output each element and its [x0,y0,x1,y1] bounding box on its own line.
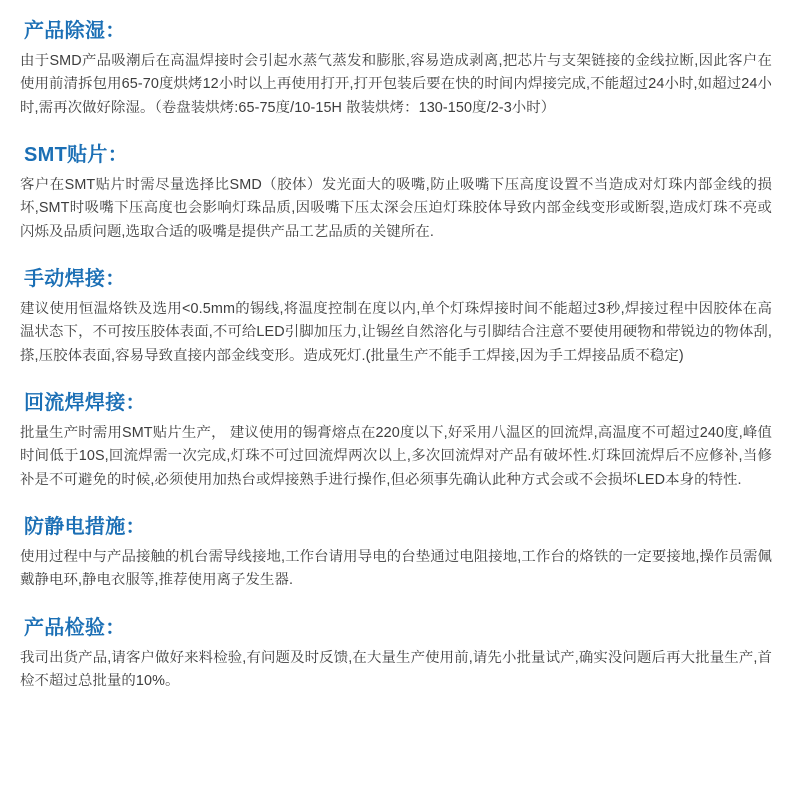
section-smt-mounting [14,142,776,244]
section-body-reflow-soldering: 批量生产时需用SMT贴片生产， 建议使用的锡膏熔点在220度以下,好采用八温区的回流焊,高温度不可超过240度,峰值时间低于10S,回流焊需一次完成,灯珠不可过回流焊两次以上,多次回流焊对产品有破坏性.灯珠回流焊后不应修补,当修补是不可避免的时候,必须使用加热台或焊接熟手进行操作,但必须事先确认此种方式会或不会损坏LED本身的特性. [20,424,772,488]
section-esd-measures [14,514,776,593]
section-title-manual-soldering: 手动焊接： [24,267,126,290]
section-title-reflow-soldering: 回流焊焊接： [24,391,146,414]
section-manual-soldering [14,266,776,368]
section-product-inspection [14,615,776,694]
section-title-dehumidification: 产品除湿： [24,20,126,42]
section-body-dehumidification: 由于SMD产品吸潮后在高温焊接时会引起水蒸气蒸发和膨胀,容易造成剥离,把芯片与支架链接的金线拉断,因此客户在使用前清拆包用65-70度烘烤12小时以上再使用打开,打开包装后要在快的时间内焊接完成,不能超过24小时,如超过24小时,需再次做好除湿。（卷盘装烘烤:65-75度/10-15H 散装烘烤：130-150度/2-3小时） [20,53,772,116]
section-dehumidification [14,18,776,120]
section-reflow-soldering [14,390,776,492]
section-body-esd-measures: 使用过程中与产品接触的机台需导线接地,工作台请用导电的台垫通过电阻接地,工作台的烙铁的一定要接地,操作员需佩戴静电环,静电衣服等,推荐使用离子发生器. [20,548,772,589]
section-title-esd-measures: 防静电措施： [24,515,146,538]
section-body-smt-mounting: 客户在SMT贴片时需尽量选择比SMD（胶体）发光面大的吸嘴,防止吸嘴下压高度设置不当造成对灯珠内部金线的损坏,SMT时吸嘴下压高度也会影响灯珠品质,因吸嘴下压太深会压迫灯珠胶体导致内部金线变形或断裂,造成灯珠不亮或闪烁及品质问题,选取合适的吸嘴是提供产品工艺品质的关键所在. [20,176,772,240]
section-title-smt-mounting: SMT贴片： [24,143,129,166]
section-title-product-inspection: 产品检验： [24,616,126,639]
section-body-product-inspection: 我司出货产品,请客户做好来料检验,有问题及时反馈,在大量生产使用前,请先小批量试产,确实没问题后再大批量生产,首检不超过总批量的10%。 [20,649,772,689]
section-body-manual-soldering: 建议使用恒温烙铁及选用<0.5mm的锡线,将温度控制在度以内,单个灯珠焊接时间不能超过3秒,焊接过程中因胶体在高温状态下，不可按压胶体表面,不可给LED引脚加压力,让锡丝自然溶化与引脚结合注意不要使用硬物和带锐边的物体刮,搽,压胶体表面,容易导致直接内部金线变形。造成死灯.(批量生产不能手工焊接,因为手工焊接品质不稳定) [20,300,772,364]
